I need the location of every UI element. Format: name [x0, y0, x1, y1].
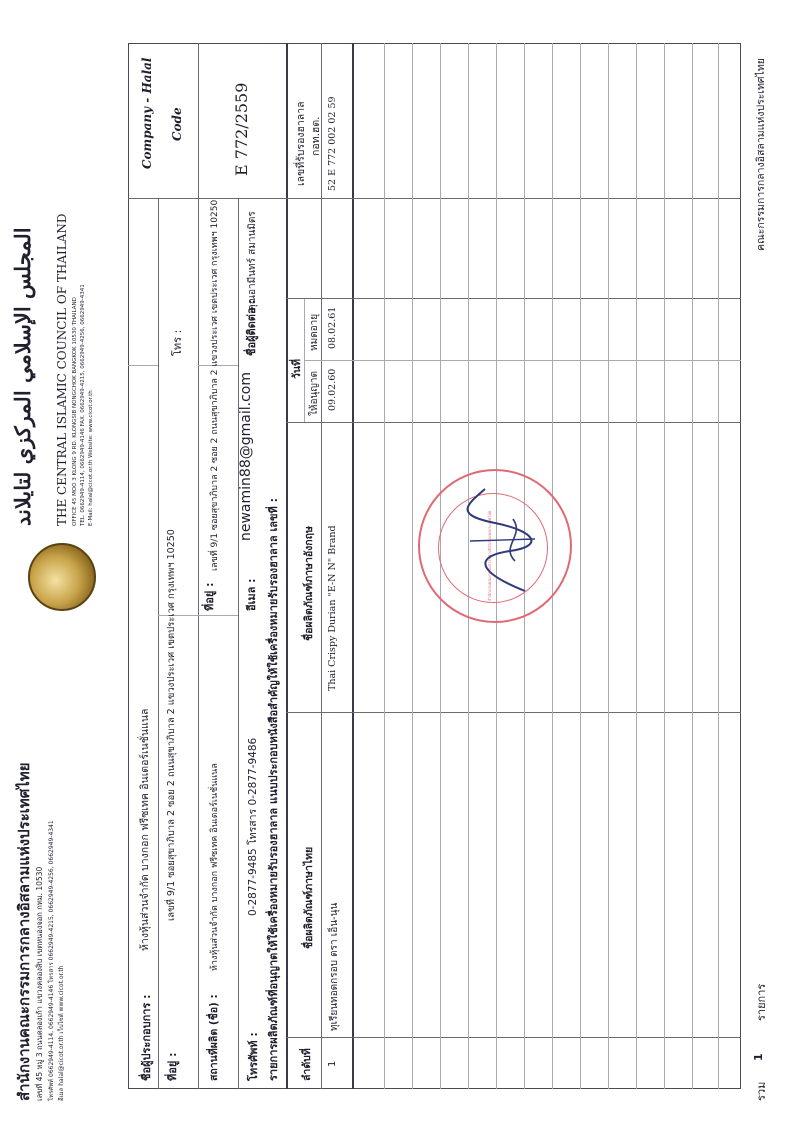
email-label: อีเมล :: [245, 578, 258, 611]
org-address-th: เลขที่ 45 หมู่ 3 ถนนคลองเก้า แขวงคลองสิบ เขตหนองจอก กทม. 10530: [35, 866, 44, 1101]
address-label: ที่อยู่ :: [166, 1052, 179, 1081]
contact-label: ชื่อผู้ติดต่อ :: [245, 299, 258, 356]
org-phone-en: TEL. 0662949-4114, 0662949-4146 FAX. 0662949-4215, 0662949-4256, 0662949-4341: [80, 284, 86, 526]
factory-address-value: เลขที่ 9/1 ซอยสุขาภิบาล 2 ซอย 2 ถนนสุขาภิบาล 2 แขวงประเวศ เขตประเวศ กรุงเทพฯ 10250: [210, 199, 220, 571]
operator-label: ชื่อผู้ประกอบการ :: [140, 994, 153, 1081]
org-web-en: E-Mail: halal@cicot.or.th Website: www.cicot.or.th: [88, 390, 94, 526]
list-title: รายการผลิตภัณฑ์ที่อนุญาตให้ใช้เครื่องหมายรับรองฮาลาล แนบประกอบหนังสือสำคัญให้ใช้เครื่องหมายรับรองฮาลาล เลขที่ :: [267, 498, 280, 1081]
operator-value: ห้างหุ้นส่วนจำกัด บางกอก ฟรีซเทค อินเตอร์เนชั่นแนล: [139, 708, 151, 951]
factory-label: สถานที่ผลิต (ชื่อ) :: [208, 994, 220, 1081]
org-address-en: OFFICE 45 MOO 3 KLONG 9 RD. KLONGSIB NONGCHOK BANGKOK 10530 THAILAND: [72, 297, 78, 526]
row-1-cert: 52 E 772 002 02 59: [327, 96, 338, 191]
org-web-th: อีเมล halal@cicot.or.th เว็บไซต์ www.cicot.or.th: [58, 965, 65, 1101]
col-name-en-header: ชื่อผลิตภัณฑ์ภาษาอังกฤษ: [303, 526, 315, 641]
email-value: newamin88@gmail.com: [238, 372, 254, 541]
tel-value: 0-2877-9485 โทรสาร 0-2877-9486: [247, 737, 259, 916]
col-no-header: ลำดับที่: [301, 1048, 313, 1081]
org-name-ar: المجلس الإسلامي المركزي لتايلاند: [10, 227, 35, 526]
col-cert-header-2: กอท.ฮต.: [310, 116, 322, 156]
row-1-no: 1: [327, 1060, 338, 1067]
col-name-th-header: ชื่อผลิตภัณฑ์ภาษาไทย: [303, 846, 315, 949]
col-expire-header: หมดอายุ: [309, 313, 320, 351]
phone-label: โทร :: [171, 329, 184, 356]
col-cert-header-1: เลขที่รับรองฮาลาล: [295, 101, 307, 186]
halal-code-value: E 772/2559: [232, 82, 251, 176]
row-1-name-en: Thai Crispy Durian "E-N N" Brand: [327, 525, 338, 691]
tel-label: โทรศัพท์ :: [247, 1032, 260, 1081]
council-emblem: [28, 543, 96, 611]
row-1-name-th: ทุเรียนทอดกรอบ ตรา เอ็น-นุน: [329, 902, 340, 1031]
col-date-header: วันที่: [291, 359, 303, 379]
signature-icon: [455, 481, 545, 601]
factory-value: ห้างหุ้นส่วนจำกัด บางกอก ฟรีซเทค อินเตอร์เนชั่นแนล: [210, 763, 220, 971]
org-phone-th: โทรศัพท์ 0662949-4114, 0662949-4146 โทรสาร 0662949-4215, 0662949-4256, 0662949-4341: [48, 820, 55, 1101]
factory-address-label: ที่อยู่ :: [203, 582, 216, 611]
address-value: เลขที่ 9/1 ซอยสุขาภิบาล 2 ซอย 2 ถนนสุขาภิบาล 2 แขวงประเวศ เขตประเวศ กรุงเทพฯ 10250: [166, 529, 177, 921]
total-unit: รายการ: [755, 983, 768, 1021]
halal-code-label-2: Code: [170, 107, 184, 141]
org-name-en: THE CENTRAL ISLAMIC COUNCIL OF THAILAND: [55, 213, 69, 526]
contact-value: คุณอามีนทร์ สมานมิตร: [247, 211, 258, 311]
col-issue-header: ให้อนุญาต: [309, 371, 320, 416]
total-count: 1: [752, 1053, 765, 1061]
row-1-expire: 08.02.61: [327, 306, 338, 349]
stamp-text: สำนักงานคณะกรรมการกลางอิสลามแห่งประเทศไทย: [487, 510, 492, 601]
row-1-issue: 09.02.60: [327, 368, 338, 411]
council-name-footer: คณะกรรมการกลางอิสลามแห่งประเทศไทย: [755, 58, 767, 251]
halal-code-label-1: Company - Halal: [140, 57, 154, 169]
total-label: รวม: [755, 1081, 768, 1101]
org-name-th: สำนักงานคณะกรรมการกลางอิสลามแห่งประเทศไทย: [15, 762, 33, 1101]
